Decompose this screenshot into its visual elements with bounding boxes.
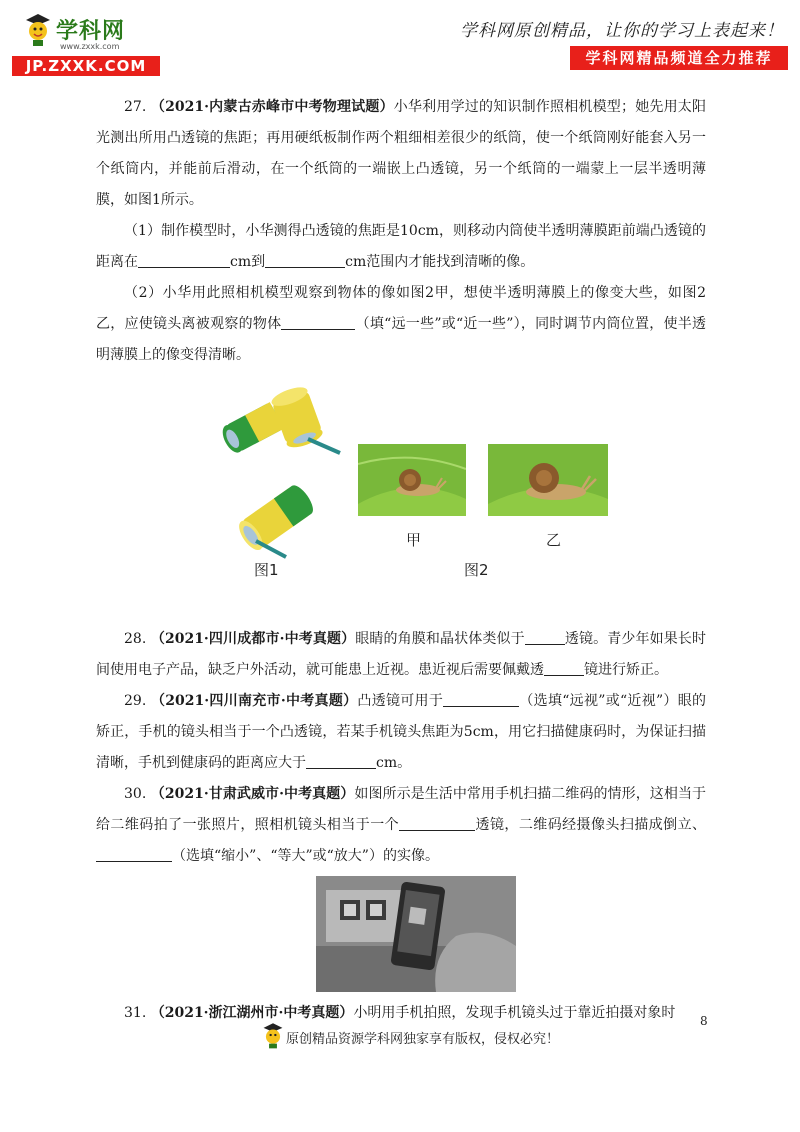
snail-photo-yi bbox=[488, 444, 608, 516]
question-number: 28. bbox=[124, 631, 147, 647]
question-stem: 小华利用学过的知识制作照相机模型；她先用太阳光测出所用凸透镜的焦距；再用硬纸板制作两个粗细相差很少的纸筒，使一个纸筒刚好能套入另一个纸筒内，并能前后滑动，在一个纸筒的一端嵌上凸透镜，另一个纸筒的一端蒙上一层半透明薄膜，如图1所示。 bbox=[96, 99, 707, 208]
answer-blank[interactable] bbox=[265, 252, 345, 268]
question-27-part-1 bbox=[96, 216, 706, 278]
question-28 bbox=[96, 624, 706, 686]
answer-blank[interactable] bbox=[306, 753, 376, 769]
question-29 bbox=[96, 686, 706, 779]
answer-blank[interactable] bbox=[544, 660, 584, 676]
answer-blank[interactable] bbox=[525, 629, 565, 645]
footer-mascot-icon bbox=[262, 1020, 284, 1050]
question-number: 30. bbox=[124, 786, 147, 802]
header-banner: 学科网精品频道全力推荐 bbox=[570, 46, 788, 70]
page-footer bbox=[262, 1020, 602, 1060]
question-text: （选填“缩小”、“等大”或“放大”）的实像。 bbox=[172, 848, 439, 864]
figure-label-jia: 甲 bbox=[406, 531, 422, 549]
figure-label-yi: 乙 bbox=[546, 531, 562, 549]
logo-url: www.zxxk.com bbox=[60, 42, 120, 51]
question-source: （2021·四川南充市·中考真题） bbox=[151, 693, 358, 709]
assembled-camera-image bbox=[236, 479, 336, 569]
logo-title: 学科网 bbox=[56, 19, 126, 44]
figure-caption-2: 图2 bbox=[464, 561, 489, 579]
logo-jp-badge: JP.ZXXK.COM bbox=[12, 56, 160, 76]
question-27 bbox=[96, 92, 706, 216]
part-text: cm到 bbox=[230, 254, 266, 270]
part-text: cm范围内才能找到清晰的像。 bbox=[345, 254, 535, 270]
question-text: 如图所示是生活中常用手机扫描二维码的情形，这相当于给二维码拍了一张照片，照相机镜头相当于一个 bbox=[96, 786, 707, 833]
mascot-icon bbox=[24, 12, 52, 46]
figure-camera-model bbox=[96, 379, 706, 624]
question-text: 透镜，二维码经摄像头扫描成倒立、 bbox=[475, 817, 707, 833]
question-source: （2021·四川成都市·中考真题） bbox=[150, 631, 356, 647]
answer-blank[interactable] bbox=[96, 846, 172, 862]
answer-blank[interactable] bbox=[281, 314, 355, 330]
question-text: 凸透镜可用于 bbox=[357, 693, 444, 709]
question-text: 小明用手机拍照，发现手机镜头过于靠近拍摄对象时 bbox=[353, 1005, 676, 1021]
question-number: 29. bbox=[124, 693, 147, 709]
figure-caption-1: 图1 bbox=[254, 561, 279, 579]
phone-scanning-qr-photo bbox=[316, 876, 516, 992]
question-number: 31. bbox=[124, 1005, 147, 1021]
figure-phone-scan bbox=[96, 872, 706, 998]
question-text: （选填“远视”或“近视”）眼的矫正，手机的镜头相当于一个凸透镜，若某手机镜头焦距为5cm，用它扫描健康码时，为保证扫描清晰，手机到健康码的距离应大于 bbox=[96, 693, 706, 771]
part-text: （1）制作模型时，小华测得凸透镜的焦距是10cm，则移动内筒使半透明薄膜距前端凸透镜的距离在 bbox=[96, 223, 706, 270]
part-text: （2）小华用此照相机模型观察到物体的像如图2甲，想使半透明薄膜上的像变大些，如图2乙，应使镜头离被观察的物体 bbox=[96, 285, 706, 332]
question-text: cm。 bbox=[376, 755, 412, 771]
question-27-part-2 bbox=[96, 278, 706, 371]
question-text: 透镜。青少年如果长时间使用电子产品，缺乏户外活动，就可能患上近视。患近视后需要佩戴透 bbox=[96, 631, 707, 678]
question-source: （2021·内蒙古赤峰市中考物理试题） bbox=[150, 99, 394, 115]
question-source: （2021·甘肃武威市·中考真题） bbox=[150, 786, 355, 802]
site-logo bbox=[10, 8, 160, 74]
answer-blank[interactable] bbox=[138, 252, 230, 268]
part-text: （填“远一些”或“近一些”），同时调节内筒位置，使半透明薄膜上的像变得清晰。 bbox=[96, 316, 706, 363]
snail-photo-jia bbox=[358, 444, 466, 516]
copyright-notice: 原创精品资源学科网独家享有版权，侵权必究！ bbox=[286, 1032, 560, 1047]
header-slogan: 学科网原创精品，让你的学习上表起来！ bbox=[460, 21, 784, 41]
page-number: 8 bbox=[700, 1014, 708, 1028]
question-30 bbox=[96, 779, 706, 872]
question-text: 眼睛的角膜和晶状体类似于 bbox=[355, 631, 525, 647]
page-content bbox=[96, 92, 706, 1029]
paper-tube-inner-image bbox=[266, 387, 346, 467]
question-source: （2021·浙江湖州市·中考真题） bbox=[150, 1005, 354, 1021]
answer-blank[interactable] bbox=[443, 691, 519, 707]
question-number: 27. bbox=[124, 99, 147, 115]
question-text: 镜进行矫正。 bbox=[584, 662, 668, 678]
answer-blank[interactable] bbox=[399, 815, 475, 831]
